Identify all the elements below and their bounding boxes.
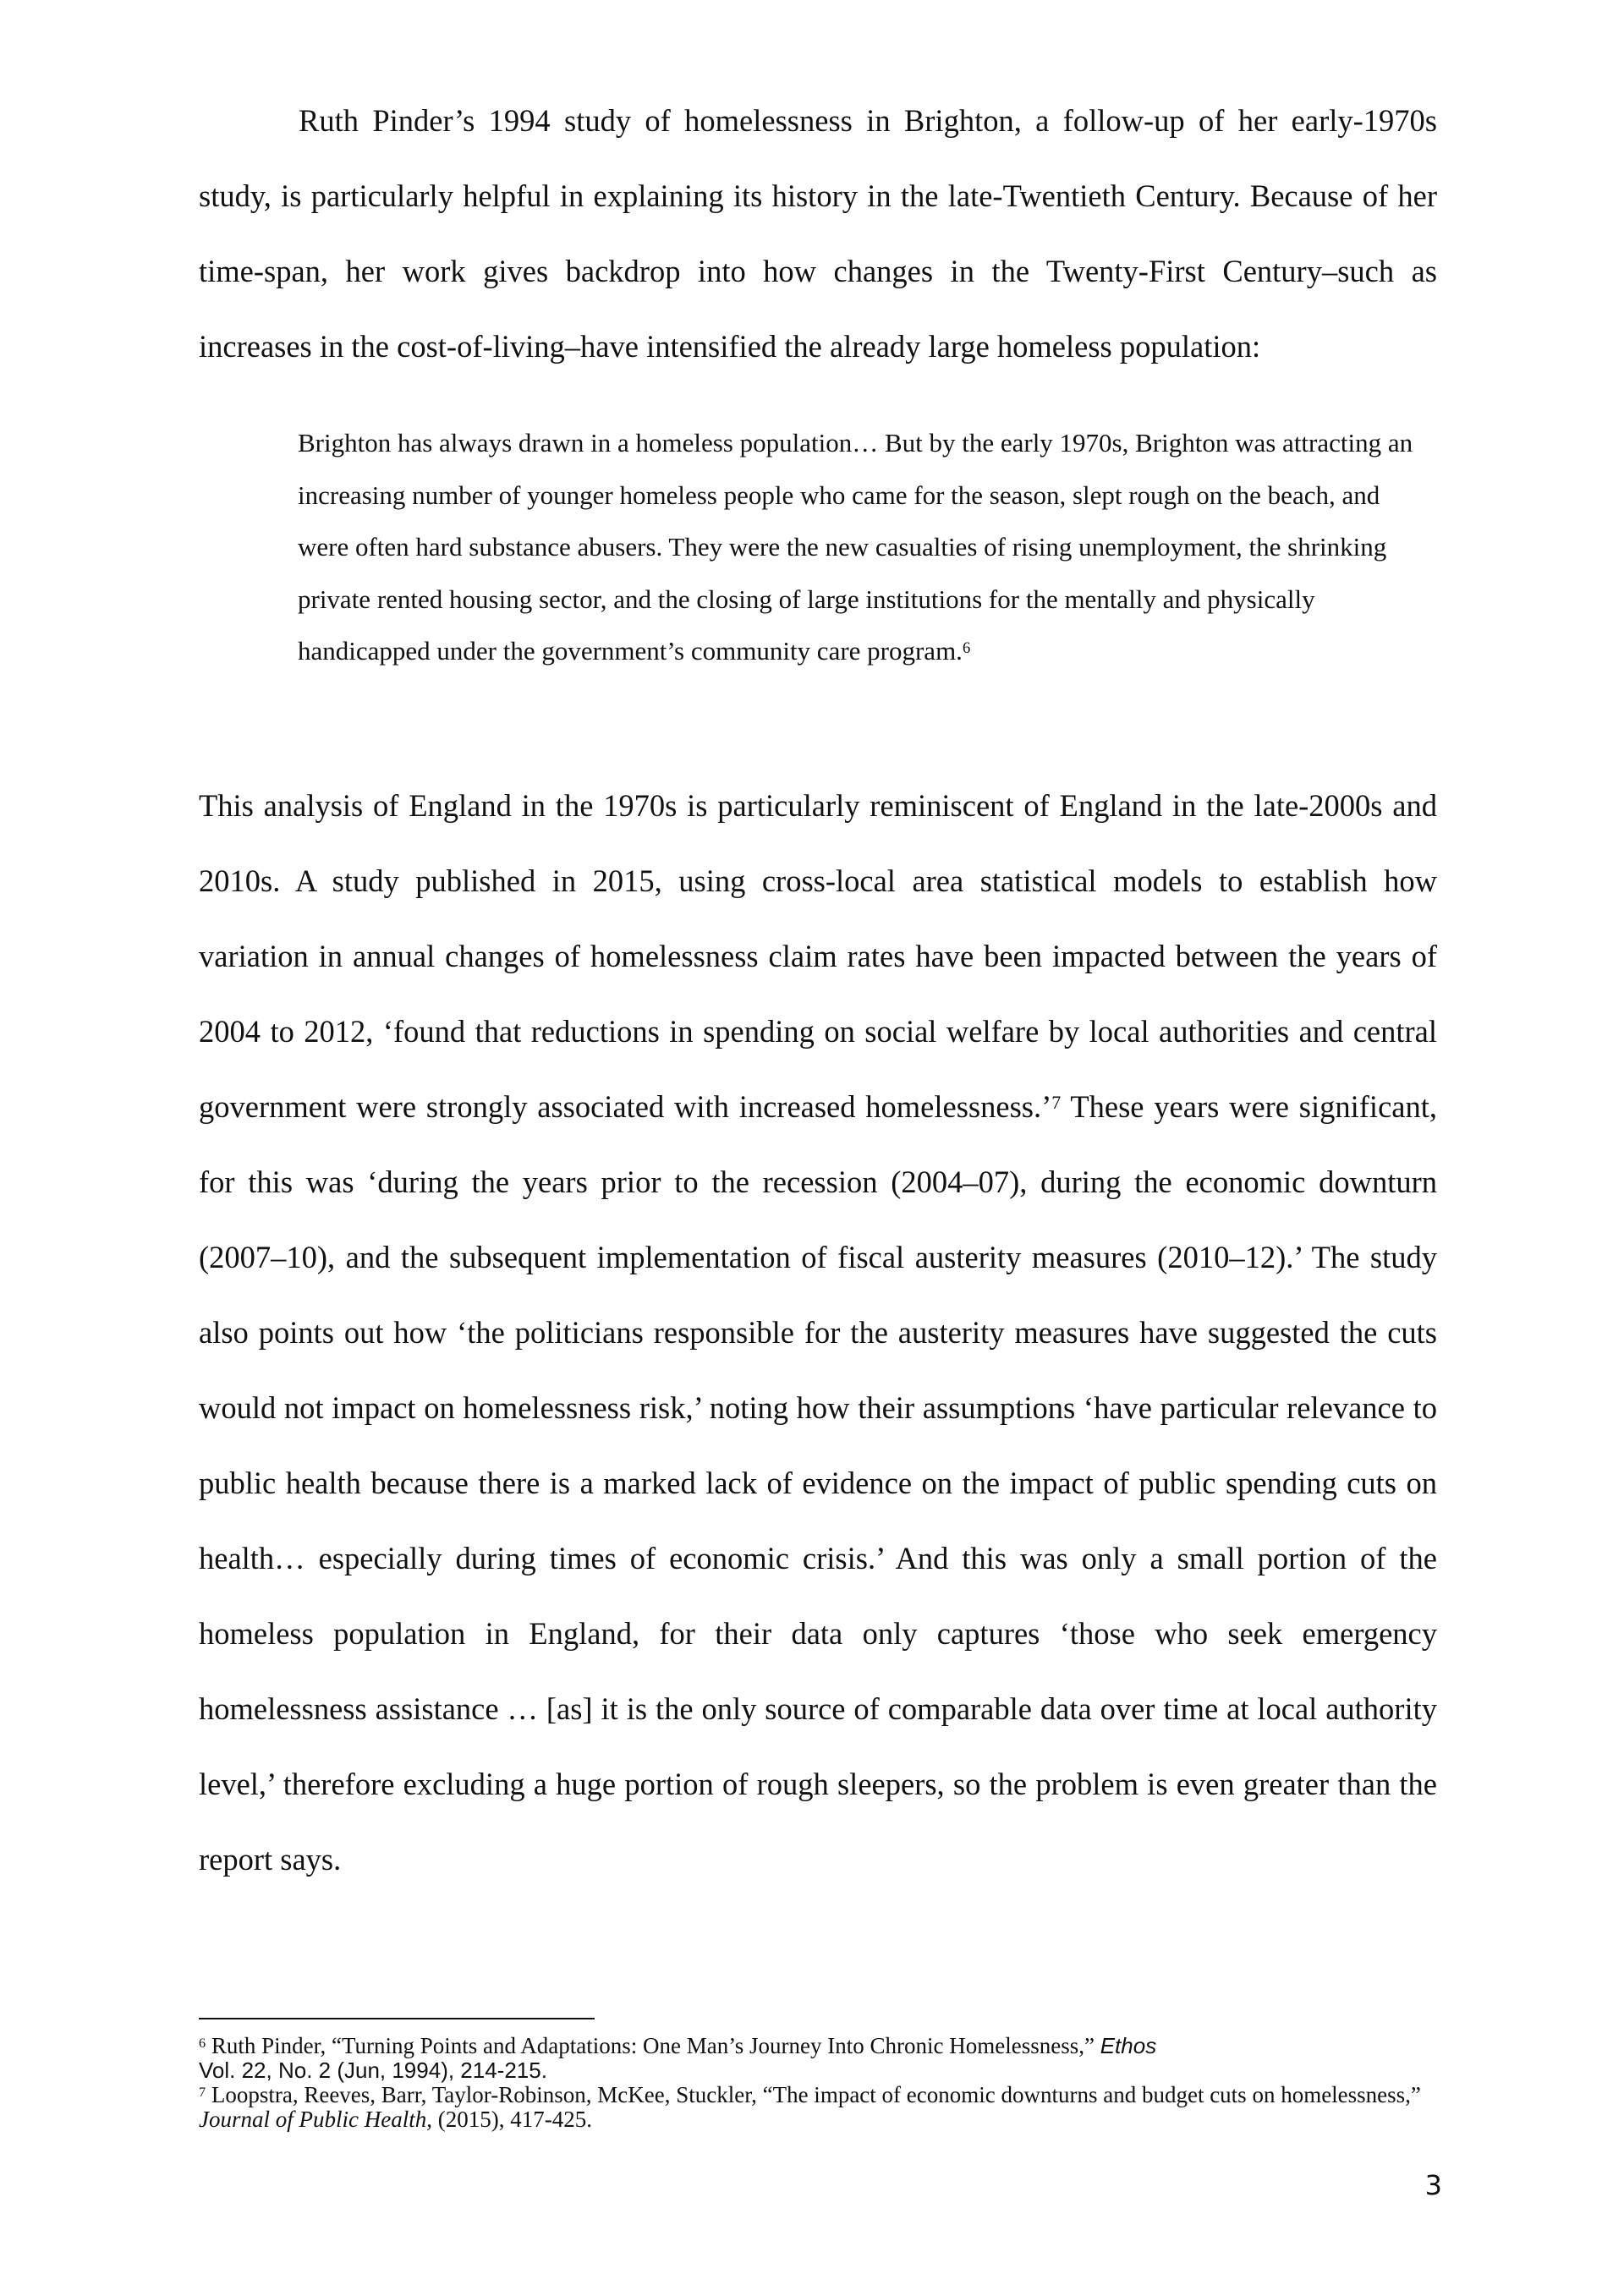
page-number: 3 [1424, 2169, 1442, 2201]
footnote-text: Ruth Pinder, “Turning Points and Adaptations: One Man’s Journey Into Chronic Homelessness,” [206, 2033, 1100, 2058]
body-paragraph-2-part-2: These years were significant, for this was ‘during the years prior to the recession (2004–07), during the economic downturn (2007–10), and the subsequent implementation of fiscal austerity measures (2010–12).’ The study also points out how ‘the politicians responsible for the austerity measures have suggested the cuts would not impact on homelessness risk,’ noting how their assumptions ‘have particular relevance to public health because there is a marked lack of evidence on the impact of public spending cuts on health… especially during times of economic crisis.’ And this was only a small portion of the homeless population in England, for their data only captures ‘those who seek emergency homelessness assistance … [as] it is the only source of comparable data over time at local authority level,’ therefore excluding a huge portion of rough sleepers, so the problem is even greater than the report says. [199, 1089, 1437, 1877]
body-paragraph-1: Ruth Pinder’s 1994 study of homelessness in Brighton, a follow-up of her early-1970s study, is particularly helpful in explaining its history in the late-Twentieth Century. Because of her time-span, her work gives backdrop into how changes in the Twenty-First Century–such as increases in the cost-of-living–have intensified the already large homeless population: [199, 103, 1437, 364]
footnote-separator [199, 2018, 595, 2019]
footnote-citation: Vol. 22, No. 2 (Jun, 1994), 214-215. [199, 2058, 547, 2083]
block-quote [298, 417, 1431, 677]
footnotes [199, 2034, 1442, 2132]
footnote-ref-7[interactable]: 7 [1051, 1092, 1062, 1114]
footnote-citation: (2015), 417-425. [431, 2107, 592, 2132]
footnote-7 [199, 2083, 1442, 2132]
footnote-6 [199, 2034, 1442, 2083]
footnote-journal: Journal of Public Health, [199, 2107, 432, 2132]
footnote-text: Loopstra, Reeves, Barr, Taylor-Robinson, McKee, Stuckler, “The impact of economic downturns and budget cuts on homelessness,” [206, 2082, 1421, 2107]
body-paragraph-2-part-1: This analysis of England in the 1970s is particularly reminiscent of England in the late-2000s and 2010s. A study published in 2015, using cross-local area statistical models to establish how variation in annual changes of homelessness claim rates have been impacted between the years of 2004 to 2012, ‘found that reductions in spending on social welfare by local authorities and central government were strongly associated with increased homelessness.’ [199, 788, 1437, 1124]
footnote-journal: Ethos [1100, 2033, 1157, 2058]
footnote-ref-6[interactable]: 6 [962, 638, 971, 657]
footnote-number: 6 [199, 2035, 206, 2051]
footnote-number: 7 [199, 2084, 206, 2100]
block-quote-text: Brighton has always drawn in a homeless population… But by the early 1970s, Brighton was attracting an increasing number of younger homeless people who came for the season, slept rough on the beach, and were often hard substance abusers. They were the new casualties of rising unemployment, the shrinking private rented housing sector, and the closing of large institutions for the mentally and physically handicapped under the government’s community care program. [298, 428, 1413, 666]
body-paragraph-2 [199, 768, 1437, 1897]
